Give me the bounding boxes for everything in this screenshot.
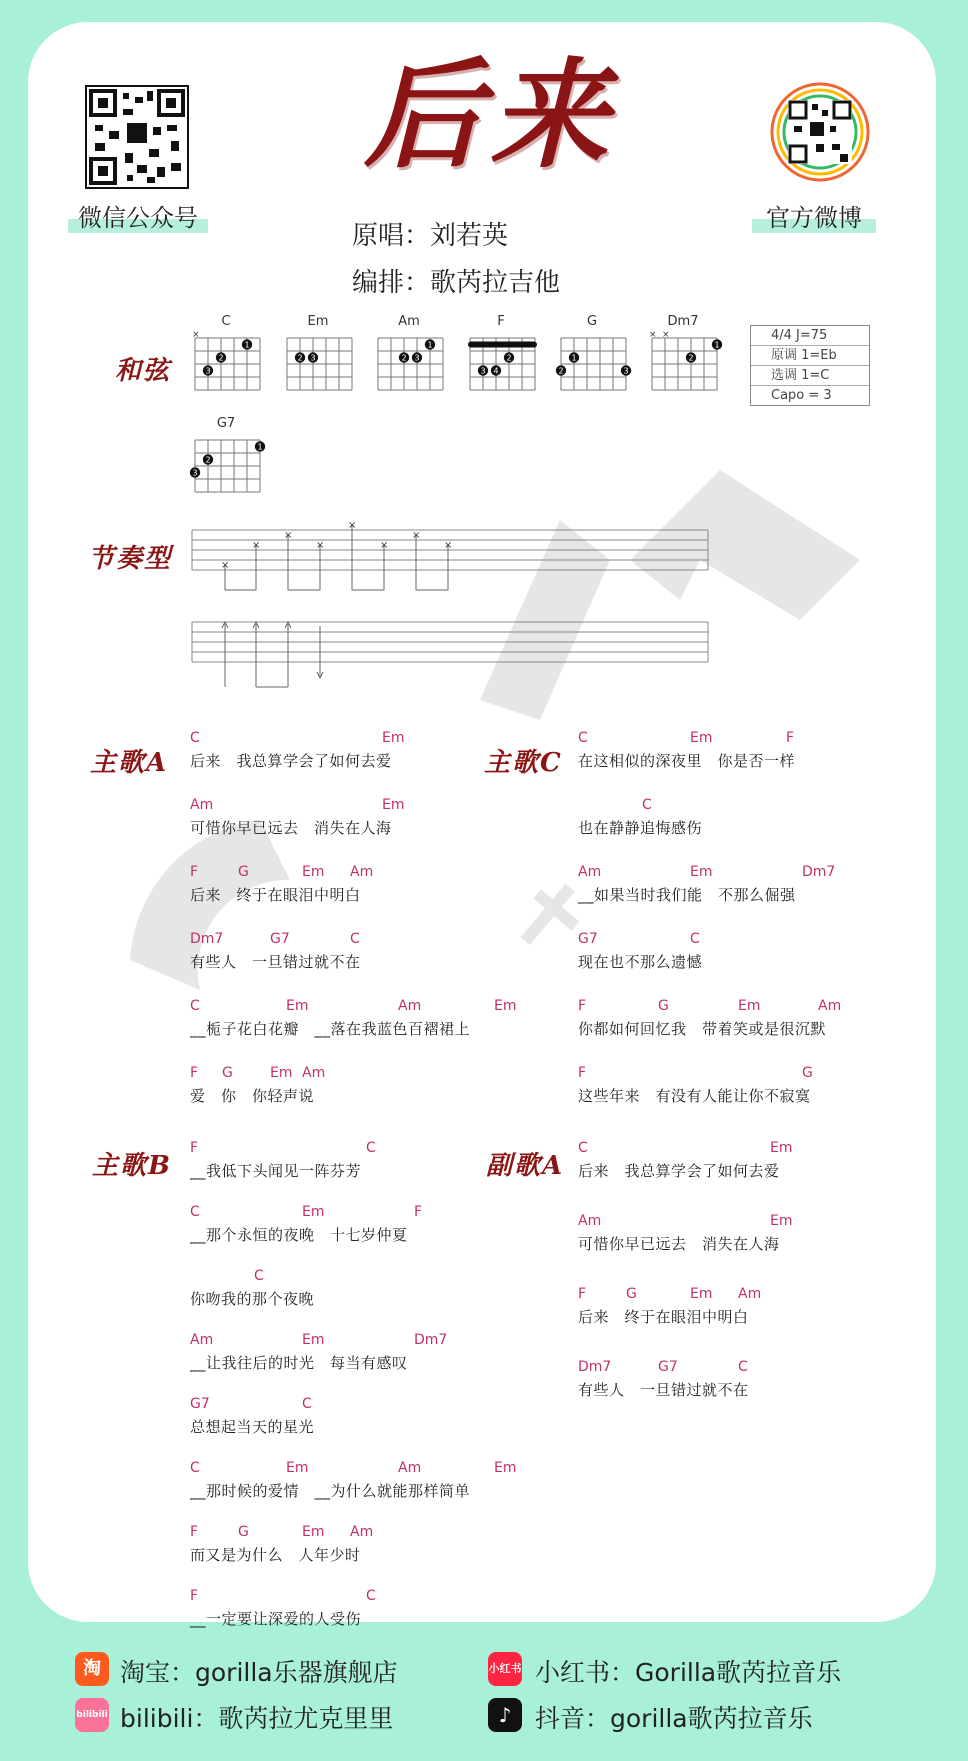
svg-text:3: 3	[623, 366, 629, 376]
chord-row	[190, 1524, 580, 1542]
chord-symbol: G7	[270, 931, 290, 947]
info-capo: Capo = 3	[771, 388, 832, 403]
lyric-text: 现在也不那么遗憾	[578, 953, 703, 971]
chord-symbol: Am	[818, 998, 842, 1014]
chord-row	[578, 1286, 968, 1304]
chord-symbol: Am	[398, 1460, 422, 1476]
chord-symbol: Em	[770, 1213, 793, 1229]
lyric-line	[190, 1268, 580, 1318]
lyric-text: __一定要让深爱的人受伤	[190, 1610, 362, 1628]
lyric-text: 而又是为什么 人年少时	[190, 1546, 361, 1564]
chord-diagram-c	[191, 314, 261, 398]
chord-row	[578, 931, 968, 949]
lyric-text: 你都如何回忆我 带着笑或是很沉默	[578, 1020, 827, 1038]
chord-symbol: C	[366, 1140, 376, 1156]
lyric-line	[578, 730, 968, 780]
lyric-line	[578, 1065, 968, 1115]
chord-row	[578, 1213, 968, 1231]
chord-name: G	[586, 314, 598, 329]
lyric-text: __那时候的爱情 __为什么就能那样简单	[190, 1482, 471, 1500]
chord-diagram-f	[466, 314, 536, 398]
chord-symbol: G	[802, 1065, 813, 1081]
chord-symbol: G	[238, 864, 249, 880]
chord-symbol: Am	[190, 797, 214, 813]
douyin-icon: ♪	[488, 1698, 522, 1732]
chord-symbol: F	[190, 864, 199, 880]
chord-symbol: Em	[690, 864, 713, 880]
svg-text:3: 3	[205, 366, 211, 376]
svg-text:×: ×	[221, 560, 230, 571]
section-verse-c-label: 主歌C	[484, 748, 563, 778]
chord-row	[190, 931, 580, 949]
chord-symbol: Em	[270, 1065, 293, 1081]
info-selected-key: 选调 1=C	[751, 366, 869, 386]
chord-row	[190, 1332, 580, 1350]
chord-symbol: Dm7	[578, 1359, 612, 1375]
chord-symbol: F	[578, 1286, 587, 1302]
lyric-line	[578, 1359, 968, 1409]
svg-text:×: ×	[649, 330, 657, 340]
svg-text:×: ×	[348, 520, 357, 531]
lyric-text: 可惜你早已远去 消失在人海	[190, 819, 392, 837]
chord-symbol: C	[690, 931, 700, 947]
chord-diagram-g	[557, 314, 629, 398]
svg-text:2: 2	[218, 353, 224, 363]
weibo-label: 官方微博	[752, 198, 876, 233]
lyric-line	[190, 1524, 580, 1574]
chord-symbol: Em	[770, 1140, 793, 1156]
chord-symbol: Em	[690, 730, 713, 746]
lyric-line	[578, 1140, 968, 1190]
lyric-line	[190, 1588, 580, 1638]
lyric-text: 后来 我总算学会了如何去爱	[578, 1162, 780, 1180]
chord-row	[190, 1140, 580, 1158]
lyric-line	[190, 1396, 580, 1446]
lyric-text: 有些人 一旦错过就不在	[190, 953, 361, 971]
lyric-text: 可惜你早已远去 消失在人海	[578, 1235, 780, 1253]
chord-symbol: Dm7	[802, 864, 836, 880]
svg-text:2: 2	[506, 353, 512, 363]
svg-text:×: ×	[316, 540, 325, 551]
lyric-line	[190, 864, 580, 914]
xiaohongshu-text: 小红书：Gorilla歌芮拉音乐	[535, 1658, 842, 1687]
svg-text:3: 3	[310, 353, 316, 363]
svg-text:2: 2	[401, 353, 407, 363]
chord-symbol: F	[578, 1065, 587, 1081]
chord-symbol: G	[222, 1065, 233, 1081]
chord-symbol: C	[190, 998, 200, 1014]
svg-text:2: 2	[297, 353, 303, 363]
chord-symbol: Em	[494, 1460, 517, 1476]
arranger-line: 编排：歌芮拉吉他	[352, 268, 561, 298]
chord-symbol: Em	[738, 998, 761, 1014]
chord-row	[578, 864, 968, 882]
chord-symbol: Em	[690, 1286, 713, 1302]
svg-text:1: 1	[427, 340, 433, 350]
chord-symbol: G7	[658, 1359, 678, 1375]
chord-symbol: Am	[738, 1286, 762, 1302]
svg-text:×: ×	[252, 540, 261, 551]
chord-symbol: Dm7	[414, 1332, 448, 1348]
chord-symbol: C	[302, 1396, 312, 1412]
chord-symbol: G7	[190, 1396, 210, 1412]
chord-symbol: F	[190, 1140, 199, 1156]
chord-symbol: Em	[382, 797, 405, 813]
chord-name: Em	[307, 314, 329, 329]
chord-symbol: Em	[382, 730, 405, 746]
lyric-text: 后来 终于在眼泪中明白	[190, 886, 361, 904]
lyric-line	[190, 931, 580, 981]
lyric-text: 后来 我总算学会了如何去爱	[190, 752, 392, 770]
chord-diagram-g7	[191, 416, 263, 500]
chord-symbol: G7	[578, 931, 598, 947]
svg-text:×: ×	[444, 540, 453, 551]
chord-diagram-dm7	[648, 314, 720, 398]
lyric-line	[190, 797, 580, 847]
chord-row	[190, 864, 580, 882]
lyric-line	[578, 931, 968, 981]
svg-text:×: ×	[662, 330, 670, 340]
lyric-line	[578, 1286, 968, 1336]
chord-symbol: Em	[302, 1524, 325, 1540]
lyric-line	[578, 864, 968, 914]
chord-row	[190, 1268, 580, 1286]
lyric-line	[190, 1460, 580, 1510]
chord-name: Am	[398, 314, 420, 329]
lyric-line	[190, 1065, 580, 1115]
chord-symbol: Em	[494, 998, 517, 1014]
chord-row	[578, 730, 968, 748]
chord-symbol: F	[190, 1588, 199, 1604]
lyric-text: 后来 终于在眼泪中明白	[578, 1308, 749, 1326]
svg-text:3: 3	[414, 353, 420, 363]
chord-symbol: Dm7	[190, 931, 224, 947]
lyric-text: 也在静静追悔感伤	[578, 819, 703, 837]
info-original-key: 原调 1=Eb	[751, 346, 869, 366]
lyric-line	[190, 730, 580, 780]
chord-symbol: Am	[302, 1065, 326, 1081]
chord-symbol: C	[254, 1268, 264, 1284]
lyric-text: __让我往后的时光 每当有感叹	[190, 1354, 408, 1372]
lyric-text: __栀子花白花瓣 __落在我蓝色百褶裙上	[190, 1020, 471, 1038]
taobao-text: 淘宝：gorilla乐器旗舰店	[120, 1658, 398, 1687]
lyric-text: 你吻我的那个夜晚	[190, 1290, 315, 1308]
chord-row	[190, 1396, 580, 1414]
section-chorus-a-label: 副歌A	[486, 1151, 565, 1181]
chord-symbol: G	[658, 998, 669, 1014]
lyric-text: 在这相似的深夜里 你是否一样	[578, 752, 796, 770]
svg-text:1: 1	[244, 340, 250, 350]
lyric-line	[578, 998, 968, 1048]
taobao-icon: 淘	[75, 1652, 109, 1686]
wechat-qr-code	[85, 85, 189, 189]
info-time: 4/4 J=75	[751, 326, 869, 346]
rhythm-staff-1	[190, 520, 710, 600]
chord-name: C	[221, 314, 231, 329]
section-chords-label: 和弦	[115, 356, 172, 386]
lyric-text: __我低下头闻见一阵芬芳	[190, 1162, 362, 1180]
svg-text:4: 4	[493, 366, 499, 376]
section-verse-b-label: 主歌B	[92, 1151, 172, 1181]
chord-row	[190, 730, 580, 748]
lyric-text: 这些年来 有没有人能让你不寂寞	[578, 1087, 811, 1105]
chord-symbol: C	[190, 1204, 200, 1220]
lyric-line	[190, 1332, 580, 1382]
chord-symbol: F	[578, 998, 587, 1014]
chord-row	[578, 1359, 968, 1377]
lyric-text: 有些人 一旦错过就不在	[578, 1381, 749, 1399]
svg-text:2: 2	[558, 366, 564, 376]
chord-symbol: F	[414, 1204, 423, 1220]
chord-diagram-em	[283, 314, 353, 398]
chord-row	[190, 1588, 580, 1606]
chord-symbol: Am	[350, 864, 374, 880]
chord-symbol: Em	[286, 998, 309, 1014]
chord-symbol: C	[738, 1359, 748, 1375]
chord-row	[578, 1140, 968, 1158]
chord-name: F	[497, 314, 505, 329]
song-title: 后来	[363, 45, 616, 184]
chord-symbol: F	[786, 730, 795, 746]
svg-text:×: ×	[284, 530, 293, 541]
chord-symbol: Am	[350, 1524, 374, 1540]
chord-symbol: Em	[302, 1204, 325, 1220]
rhythm-staff-2	[190, 612, 710, 692]
lyric-line	[190, 1204, 580, 1254]
svg-text:×: ×	[412, 530, 421, 541]
svg-text:1: 1	[571, 353, 577, 363]
chord-symbol: Am	[398, 998, 422, 1014]
chord-symbol: G	[626, 1286, 637, 1302]
lyric-text: 总想起当天的星光	[190, 1418, 315, 1436]
chord-symbol: F	[190, 1065, 199, 1081]
chord-symbol: G	[238, 1524, 249, 1540]
chord-row	[190, 1204, 580, 1222]
singer-line: 原唱：刘若英	[352, 221, 509, 251]
chord-row	[190, 1065, 580, 1083]
chord-symbol: Em	[302, 864, 325, 880]
douyin-text: 抖音：gorilla歌芮拉音乐	[535, 1704, 813, 1733]
chord-symbol: C	[578, 730, 588, 746]
chord-symbol: C	[642, 797, 652, 813]
chord-row	[190, 797, 580, 815]
lyric-line	[578, 1213, 968, 1263]
svg-text:1: 1	[257, 442, 263, 452]
lyric-text: __那个永恒的夜晚 十七岁仲夏	[190, 1226, 408, 1244]
svg-text:1: 1	[714, 340, 720, 350]
section-verse-a-label: 主歌A	[90, 748, 169, 778]
chord-symbol: C	[578, 1140, 588, 1156]
chord-row	[578, 1065, 968, 1083]
chord-row	[578, 998, 968, 1016]
lyric-line	[190, 1140, 580, 1190]
chord-symbol: Am	[578, 1213, 602, 1229]
chord-symbol: C	[350, 931, 360, 947]
chord-symbol: C	[190, 1460, 200, 1476]
section-rhythm-label: 节奏型	[88, 544, 173, 574]
chord-symbol: Em	[286, 1460, 309, 1476]
weibo-qr-code	[770, 82, 870, 182]
chord-row	[190, 998, 580, 1016]
svg-text:3: 3	[480, 366, 486, 376]
chord-symbol: C	[366, 1588, 376, 1604]
svg-text:×: ×	[192, 330, 200, 340]
bilibili-icon: bilibili	[75, 1698, 109, 1732]
lyric-line	[578, 797, 968, 847]
svg-text:3: 3	[192, 468, 198, 478]
bilibili-text: bilibili：歌芮拉尤克里里	[120, 1704, 394, 1733]
svg-text:×: ×	[380, 540, 389, 551]
chord-symbol: Em	[302, 1332, 325, 1348]
svg-text:2: 2	[688, 353, 694, 363]
tempo-key-box	[750, 325, 870, 406]
chord-row	[190, 1460, 580, 1478]
chord-name: Dm7	[667, 314, 699, 329]
xiaohongshu-icon: 小红书	[488, 1652, 522, 1686]
lyric-line	[190, 998, 580, 1048]
svg-text:2: 2	[205, 455, 211, 465]
lyric-text: 爱 你 你轻声说	[190, 1087, 315, 1105]
chord-symbol: Am	[578, 864, 602, 880]
chord-name: G7	[216, 416, 236, 431]
chord-diagram-am	[374, 314, 444, 398]
chord-symbol: Am	[190, 1332, 214, 1348]
lyric-text: __如果当时我们能 不那么倔强	[578, 886, 796, 904]
wechat-label: 微信公众号	[68, 198, 208, 233]
chord-row	[578, 797, 968, 815]
chord-symbol: F	[190, 1524, 199, 1540]
chord-symbol: C	[190, 730, 200, 746]
